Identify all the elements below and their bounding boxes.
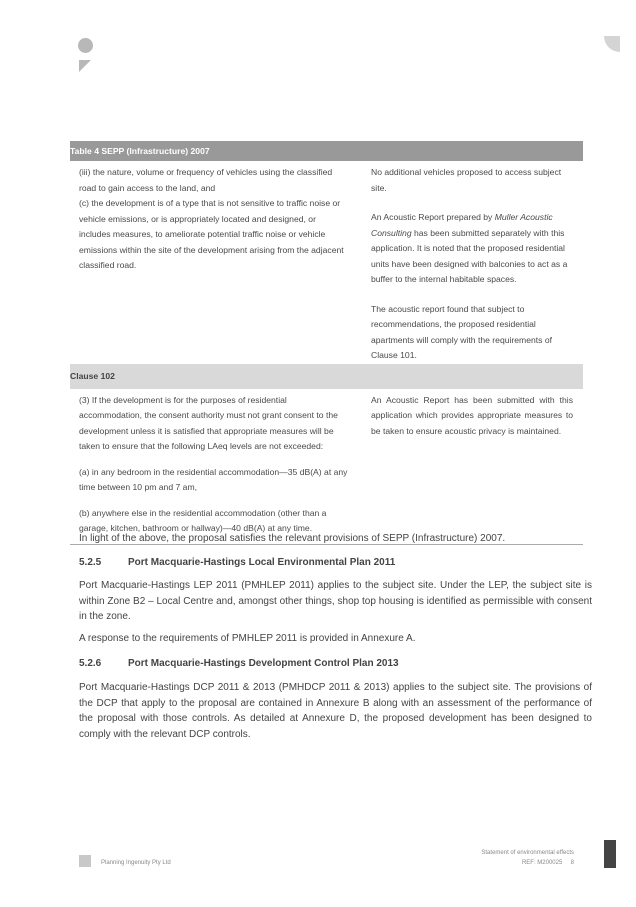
section-title: Port Macquarie-Hastings Development Control Plan 2013 xyxy=(128,658,399,669)
table-header xyxy=(70,141,583,161)
logo-triangle xyxy=(79,60,91,72)
section-heading-526 xyxy=(79,658,399,669)
table-title: Table 4 SEPP (Infrastructure) 2007 xyxy=(70,141,583,161)
table-row xyxy=(70,161,583,364)
clause-c: (c) the development is of a type that is not sensitive to traffic noise or vehicle emissions, or is appropriately located and designed, or includes measures, to ameliorate potential traffic noise or vehicle emissions within the site of the development arising from the adjacent classified road. xyxy=(79,198,344,270)
section-heading-525 xyxy=(79,557,395,568)
lep-response-paragraph: A response to the requirements of PMHLEP 2011 is provided in Annexure A. xyxy=(79,633,416,644)
footer-ref: REF: M200025 8 xyxy=(521,860,574,866)
response-p2: An Acoustic Report prepared by Muller Acoustic Consulting has been submitted separately with this application. It is noted that the proposed residential units have been designed with balconies to act as a buffer to the internal habitable spaces. xyxy=(371,212,568,284)
footer-bar xyxy=(604,840,616,868)
table-subheader xyxy=(70,364,583,389)
page-number: 8 xyxy=(570,860,574,866)
clause-iii: (iii) the nature, volume or frequency of vehicles using the classified road to gain access to the land, and xyxy=(79,167,333,193)
logo-circle xyxy=(78,38,93,53)
footer-square xyxy=(79,855,91,867)
dcp-paragraph: Port Macquarie-Hastings DCP 2011 & 2013 (PMHDCP 2011 & 2013) applies to the subject site. The provisions of the DCP that apply to the proposal are contained in Annexure B along with an assessment of the performance of the proposal with those controls. As detailed at Annexure D, the proposed development has been designed to comply with the relevant DCP controls. xyxy=(79,682,592,740)
footer-company: Planning Ingenuity Pty Ltd xyxy=(101,860,171,866)
section-number: 5.2.6 xyxy=(79,658,102,669)
table-cell-right xyxy=(361,161,583,364)
response-p3: The acoustic report found that subject to recommendations, the proposed residential apartments will comply with the requirements of Clause 101. xyxy=(371,303,553,360)
corner-decoration xyxy=(604,36,620,52)
section-number: 5.2.5 xyxy=(79,557,102,568)
clause-3: (3) If the development is for the purposes of residential accommodation, the consent authority must not grant consent to the development unless it is satisfied that appropriate measures will be taken to ensure that the following LAeq levels are not exceeded: xyxy=(79,394,338,451)
sepp-table xyxy=(70,141,583,545)
section-title: Port Macquarie-Hastings Local Environmental Plan 2011 xyxy=(128,557,396,568)
lep-paragraph: Port Macquarie-Hastings LEP 2011 (PMHLEP 2011) applies to the subject site. Under the LEP, the subject site is within Zone B2 – Local Centre and, amongst other things, shop top housing is identified as permissible with consent in the zone. xyxy=(79,580,592,622)
table-cell-right: An Acoustic Report has been submitted with this application which provides appropriate measures to be taken to ensure acoustic privacy is maintained. xyxy=(361,389,583,545)
table-row xyxy=(70,389,583,545)
response-p1: No additional vehicles proposed to access subject site. xyxy=(371,167,562,193)
table-cell-left xyxy=(70,161,361,364)
clause-a: (a) in any bedroom in the residential accommodation—35 dB(A) at any time between 10 pm and 7 am, xyxy=(79,466,348,492)
clause-b: (b) anywhere else in the residential accommodation (other than a garage, kitchen, bathroom or hallway)—40 dB(A) at any time. xyxy=(79,507,327,533)
clause-102-heading: Clause 102 xyxy=(70,364,583,389)
table-cell-left xyxy=(70,389,361,545)
conclusion-paragraph: In light of the above, the proposal satisfies the relevant provisions of SEPP (Infrastructure) 2007. xyxy=(79,533,506,544)
footer-doc-title: Statement of environmental effects xyxy=(481,850,574,856)
